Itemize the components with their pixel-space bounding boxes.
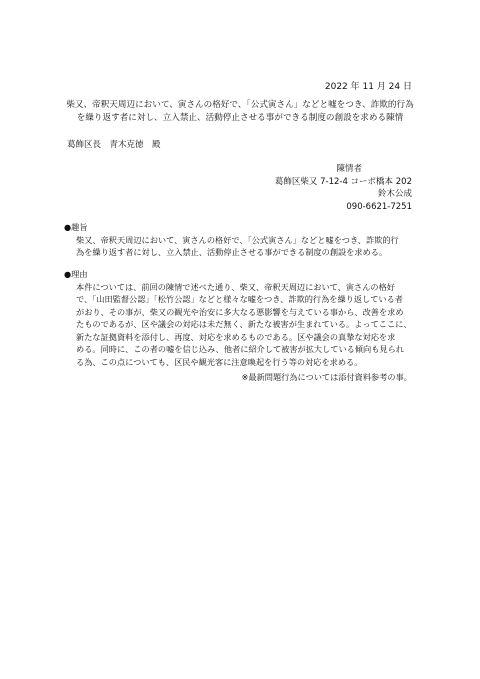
- purpose-line: 柴又、帝釈天周辺において、寅さんの格好で、「公式寅さん」などと嘘をつき、詐欺的行: [76, 234, 399, 245]
- document-date: 2022 年 11 月 24 日: [324, 82, 412, 92]
- title-line-2: を繰り返す者に対し、立入禁止、活動停止させる事ができる制度の創設を求める陳情: [76, 113, 404, 123]
- sender-label: 陳情者: [336, 164, 362, 174]
- reason-line: たものであるが、区や議会の対応は未だ無く、新たな被害が生まれている。よってここに、: [76, 319, 412, 329]
- title-line-1: 柴又、帝釈天周辺において、寅さんの格好で、「公式寅さん」などと嘘をつき、詐欺的行為: [66, 100, 414, 110]
- purpose-body: [64, 234, 424, 259]
- reason-line: がおり、その事が、柴又の観光や治安に多大なる悪影響を与えている事から、改善を求め: [76, 306, 404, 317]
- attachment-note: ※最新問題行為については添付資料参考の事。: [241, 372, 412, 382]
- reason-line: 本件については、前回の陳情で述べた通り、柴又、帝釈天周辺において、寅さんの格好: [76, 281, 395, 292]
- sender-phone: 090-6621-7251: [346, 201, 412, 212]
- reason-heading: ●理由: [64, 269, 88, 279]
- reason-line: で、「山田監督公認」「松竹公認」などと様々な嘘をつき、詐欺的行為を繰り返している者: [76, 294, 403, 304]
- purpose-line: 為を繰り返す者に対し、立入禁止、活動停止させる事ができる制度の創設を求める。: [76, 247, 388, 257]
- reason-body: [64, 281, 424, 369]
- sender-block: [275, 163, 412, 213]
- document-title: [0, 99, 480, 125]
- reason-line: る為、この点についても、区民や観光客に注意喚起を行う等の対応を求める。: [76, 356, 363, 367]
- purpose-section: [64, 221, 424, 259]
- reason-line: 新たな証拠資料を添付し、再度、対応を求めるものである。区や議会の真摯な対応を求: [76, 331, 396, 342]
- purpose-heading: ●趣旨: [64, 222, 88, 232]
- reason-line: める。同時に、この者の嘘を信じ込み、他者に紹介して被害が拡大している傾向も見られ: [76, 344, 404, 354]
- addressee: 葛飾区長 青木克徳 殿: [67, 140, 161, 150]
- reason-section: [64, 268, 424, 368]
- sender-address: 葛飾区柴又 7-12-4 コーポ橋本 202: [274, 176, 412, 187]
- sender-name: 鈴木公成: [377, 189, 412, 199]
